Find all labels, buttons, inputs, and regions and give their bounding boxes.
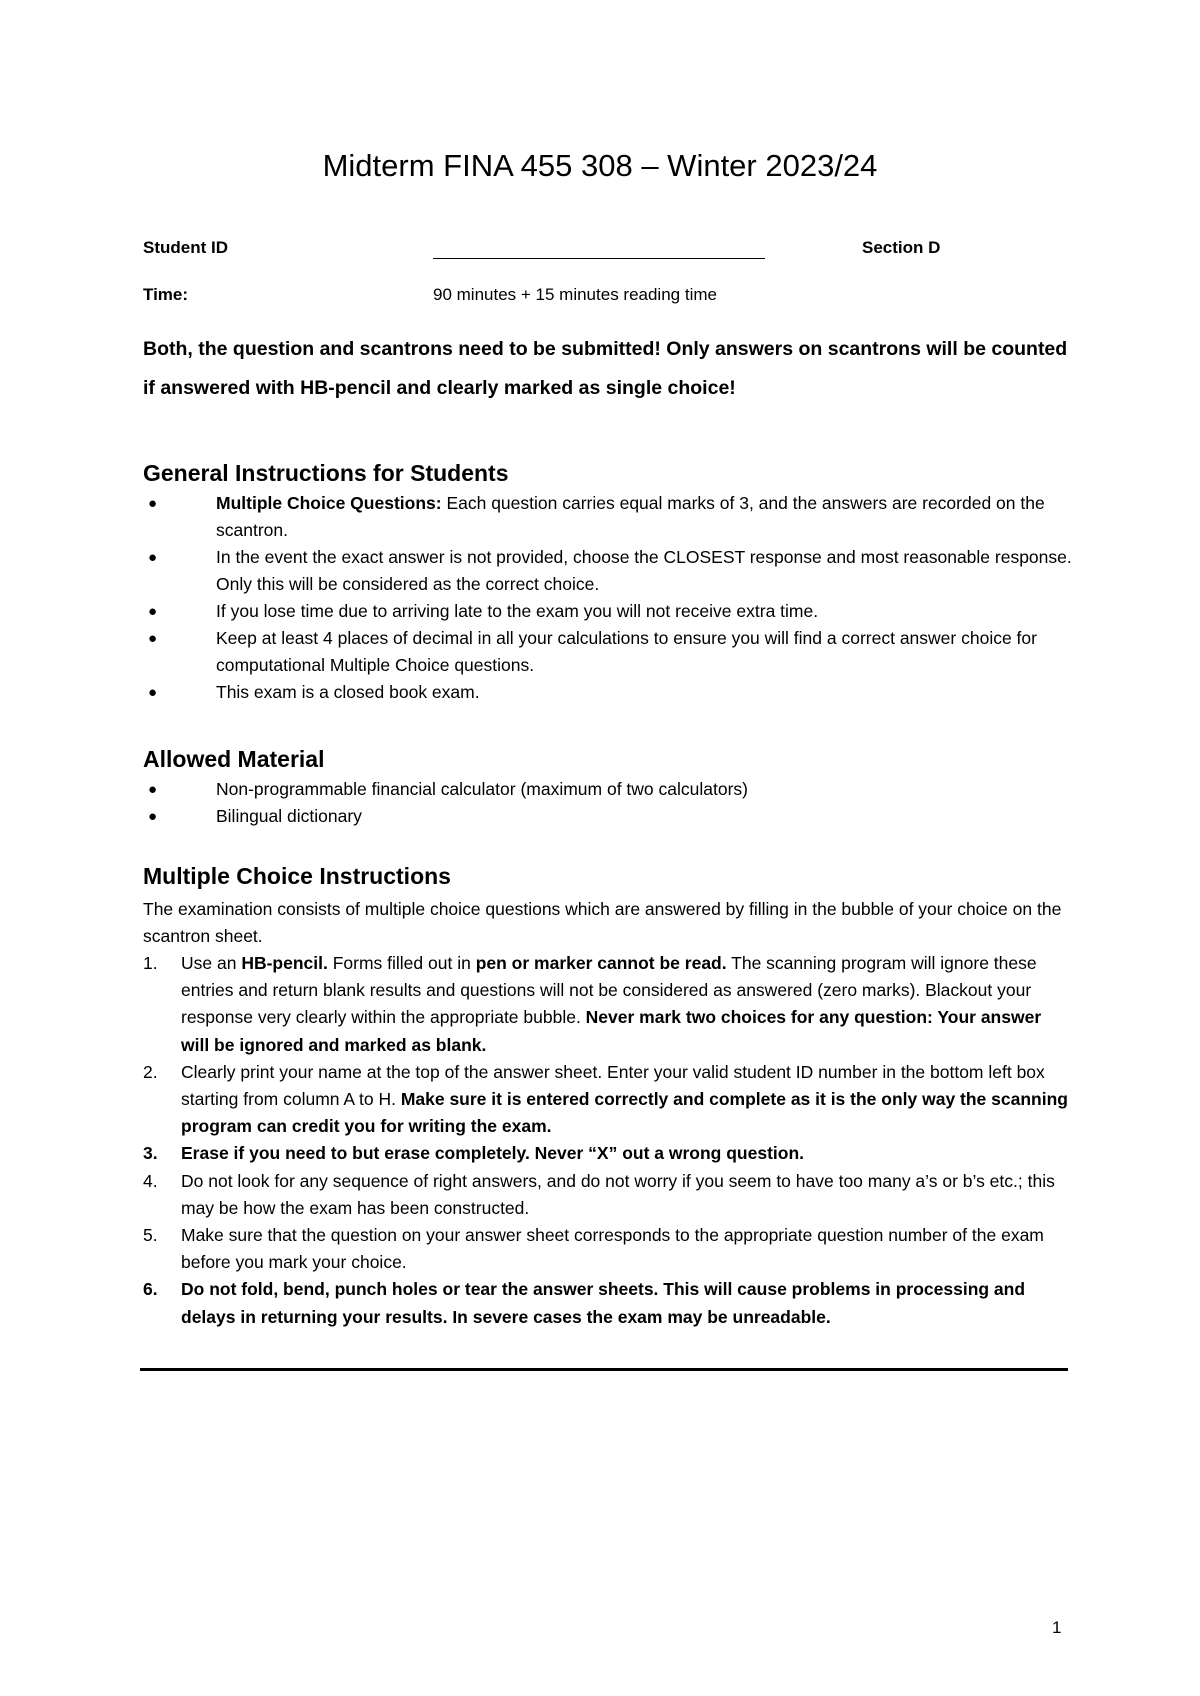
mc-instruction-item: [143, 1276, 1068, 1330]
item-text: Bilingual dictionary: [216, 806, 362, 826]
item-number: 1.: [143, 953, 158, 973]
item-text: Non-programmable financial calculator (maximum of two calculators): [216, 779, 748, 799]
section-label: Section D: [862, 238, 941, 257]
item-text: The scanning program will ignore these entries and return blank results and questions will not be considered as answered (zero marks). Blackout your response very clearly within the appropriate bubble.: [181, 953, 1037, 1028]
bullet-icon: ●: [148, 549, 158, 566]
item-number: 6.: [143, 1279, 158, 1300]
item-lead: Multiple Choice Questions:: [216, 493, 442, 513]
item-text: Forms filled out in: [327, 953, 476, 973]
item-text: Clearly print your name at the top of the answer sheet. Enter your valid student ID number in the bottom left box starting from column A to H.: [181, 1061, 1045, 1110]
allowed-material-heading: Allowed Material: [143, 746, 325, 772]
bullet-icon: ●: [148, 630, 158, 647]
mc-instruction-item: [143, 1168, 1068, 1222]
allowed-material-item: [143, 803, 1073, 830]
bullet-icon: ●: [148, 808, 158, 825]
item-text: If you lose time due to arriving late to the exam you will not receive extra time.: [216, 601, 819, 621]
general-instruction-item: [143, 679, 1073, 706]
item-text: Use an: [181, 953, 242, 973]
item-emphasis: HB-pencil.: [241, 953, 328, 973]
mc-instruction-item: [143, 950, 1068, 1059]
bullet-icon: ●: [148, 495, 158, 512]
general-instruction-item: [143, 490, 1073, 544]
item-text: Each question carries equal marks of 3, and the answers are recorded on the scantron.: [216, 493, 1045, 540]
item-number: 4.: [143, 1170, 158, 1191]
item-text: Do not look for any sequence of right answers, and do not worry if you seem to have too many a’s or b’s etc.; this may be how the exam has been constructed.: [181, 1170, 1055, 1218]
mc-instructions-intro: The examination consists of multiple choice questions which are answered by filling in the bubble of your choice on the scantron sheet.: [143, 899, 1062, 946]
mc-instruction-item: [143, 1059, 1068, 1141]
student-id-blank-line: [433, 258, 765, 259]
bullet-icon: ●: [148, 684, 158, 701]
item-emphasis: Make sure it is entered correctly and complete as it is the only way the scanning program can credit you for writing the exam.: [181, 1089, 1068, 1137]
mc-instruction-item: [143, 1222, 1068, 1276]
general-instruction-item: [143, 625, 1073, 679]
mc-instructions-list: [143, 950, 1068, 1331]
item-number: 3.: [143, 1143, 158, 1164]
general-instructions-heading: General Instructions for Students: [143, 460, 509, 486]
exam-title: Midterm FINA 455 308 – Winter 2023/24: [322, 148, 878, 183]
time-value: 90 minutes + 15 minutes reading time: [433, 285, 717, 304]
general-instructions-list: [143, 490, 1073, 706]
horizontal-rule: [140, 1368, 1068, 1371]
item-text: In the event the exact answer is not provided, choose the CLOSEST response and most reasonable response. Only this will be considered as the correct choice.: [216, 547, 1072, 594]
item-emphasis: pen or marker cannot be read.: [475, 953, 727, 973]
bullet-icon: ●: [148, 781, 158, 798]
student-id-label: Student ID: [143, 238, 228, 257]
general-instruction-item: [143, 544, 1073, 598]
mc-instructions-heading: Multiple Choice Instructions: [143, 863, 451, 889]
item-text: This exam is a closed book exam.: [216, 682, 480, 702]
general-instruction-item: [143, 598, 1073, 625]
item-emphasis: Erase if you need to but erase completely. Never “X” out a wrong question.: [181, 1143, 805, 1164]
item-number: 2.: [143, 1061, 158, 1082]
item-number: 5.: [143, 1225, 158, 1246]
item-text: Keep at least 4 places of decimal in all your calculations to ensure you will find a correct answer choice for computational Multiple Choice questions.: [216, 628, 1037, 675]
item-emphasis: Do not fold, bend, punch holes or tear the answer sheets. This will cause problems in processing and delays in returning your results. In severe cases the exam may be unreadable.: [181, 1279, 1026, 1327]
bullet-icon: ●: [148, 603, 158, 620]
allowed-material-item: [143, 776, 1073, 803]
allowed-material-list: [143, 776, 1073, 830]
submission-notice: Both, the question and scantrons need to be submitted! Only answers on scantrons will be counted if answered with HB-pencil and clearly marked as single choice!: [143, 338, 1068, 399]
item-emphasis: Never mark two choices for any question: Your answer will be ignored and marked as blank.: [181, 1007, 1042, 1055]
mc-instruction-item: [143, 1140, 1068, 1167]
page-number: 1: [1052, 1618, 1062, 1637]
item-text: Make sure that the question on your answer sheet corresponds to the appropriate question number of the exam before you mark your choice.: [181, 1225, 1044, 1273]
time-label: Time:: [143, 285, 189, 304]
